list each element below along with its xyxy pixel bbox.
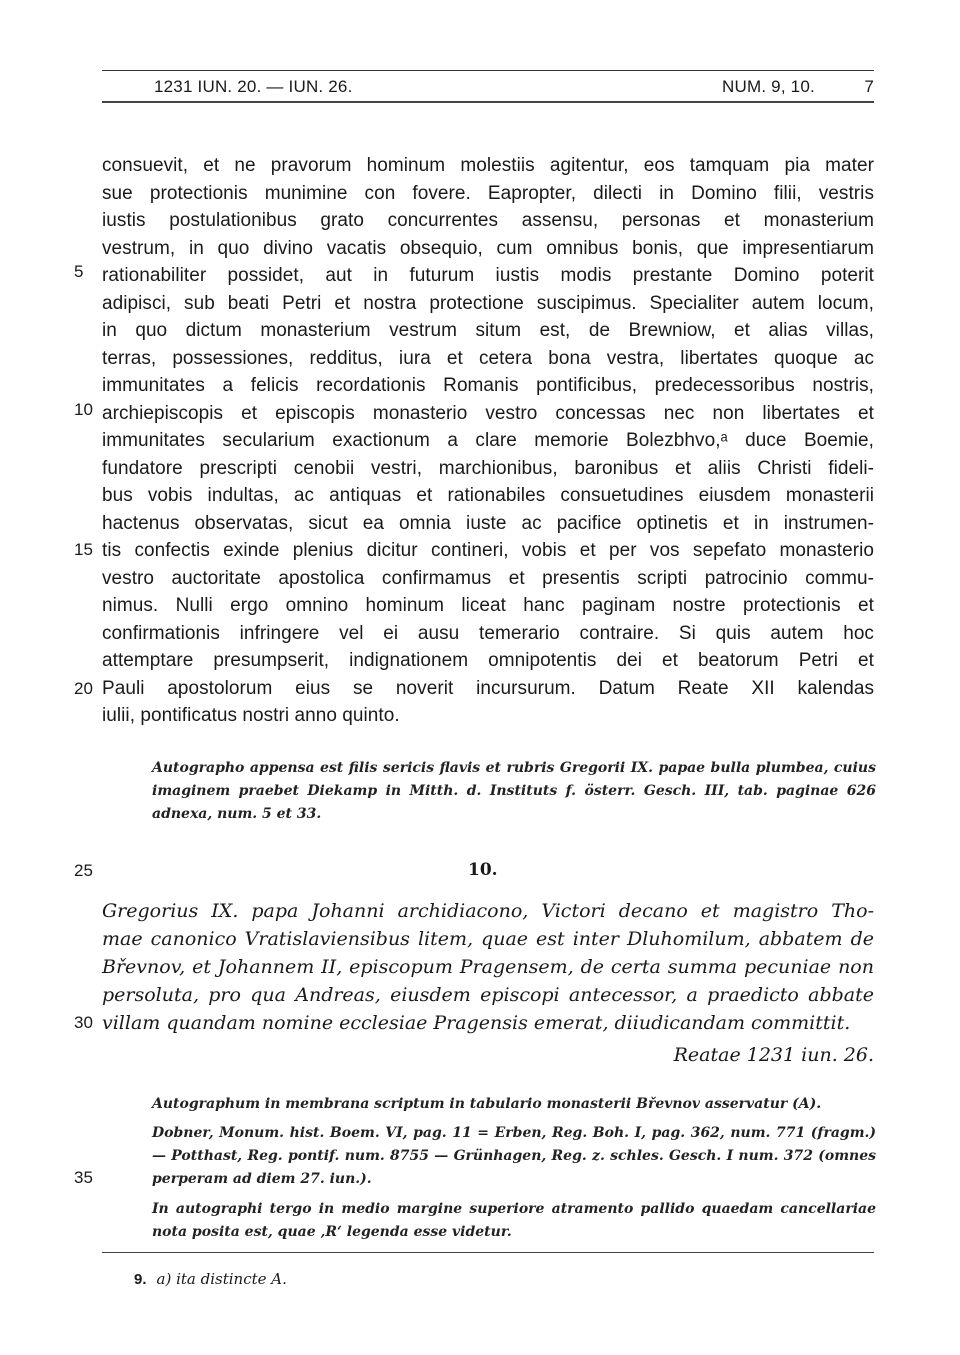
body-line: nimus. Nulli ergo omnino hominum liceat hanc paginam nostre protectionis et	[102, 595, 874, 616]
source-note: Autographum in membrana scriptum in tabulario monasterii Břevnov asservatur (A).	[152, 1096, 822, 1112]
regest-date: Reatae 1231 iun. 26.	[673, 1044, 874, 1066]
body-line: immunitates secularium exactionum a clare memorie Bolezbhvo,ᵃ duce Boemie,	[102, 430, 874, 451]
line-number: 20	[74, 679, 93, 698]
line-number: 15	[74, 540, 93, 559]
line-number: 5	[74, 262, 84, 281]
body-line: in quo dictum monasterium vestrum situm est, de Brewniow, et alias villas,	[102, 320, 874, 341]
body-line: immunitates a felicis recordationis Romanis pontificibus, predecessoribus nostris,	[102, 375, 874, 396]
header-rule-bottom	[102, 101, 874, 103]
edition-note: Dobner, Monum. hist. Boem. VI, pag. 11 = Erben, Reg. Boh. I, pag. 362, num. 771 (fragm.) — Potthast, Reg. pontif. num. 8755 — Grünhagen, Reg. z. schles. Gesch. I num. 372 (omnes perperam ad diem 27. iun.).	[152, 1125, 876, 1187]
body-line: vestrum, in quo divino vacatis obsequio, cum omnibus bonis, que impresentiarum	[102, 237, 874, 259]
regest-line: persoluta, pro qua Andreas, eiusdem episcopi antecessor, a praedicto abbate	[102, 984, 874, 1006]
footnote	[134, 1270, 287, 1288]
body-line: archiepiscopis et episcopis monasterio vestro concessas nec non libertates et	[102, 402, 874, 424]
dorsal-note: In autographi tergo in medio margine superiore atramento pallido quaedam cancellariae nota posita est, quae ‚R‘ legenda esse videtur.	[152, 1201, 876, 1240]
seal-note: Autographo appensa est filis sericis flavis et rubris Gregorii IX. papae bulla plumbea, cuius imaginem praebet Diekamp in Mitth. d. Instituts f. österr. Gesch. III, tab. paginae 626 adnexa, num. 5 et 33.	[152, 760, 876, 822]
footnote-text: a) ita distincte A.	[156, 1270, 287, 1288]
body-line: iulii, pontificatus nostri anno quinto.	[102, 705, 400, 726]
page-number: 7	[864, 77, 874, 96]
header-date-range: 1231 IUN. 20. — IUN. 26.	[154, 77, 353, 96]
body-line: iustis postulationibus grato concurrentes assensu, personas et monasterium	[102, 210, 874, 231]
regest-line: Gregorius IX. papa Johanni archidiacono, Victori decano et magistro Tho-	[102, 900, 874, 922]
regest-line: villam quandam nomine ecclesiae Pragensis emerat, diiudicandam committit.	[102, 1012, 851, 1034]
body-line: vestro auctoritate apostolica confirmamus et presentis scripti patrocinio commu-	[102, 567, 874, 589]
body-line: confirmationis infringere vel ei ausu temerario contraire. Si quis autem hoc	[102, 622, 874, 644]
body-line: bus vobis indultas, ac antiquas et rationabiles consuetudines eiusdem monasterii	[102, 485, 874, 506]
document-body	[102, 152, 874, 730]
footnote-number: 9.	[134, 1271, 147, 1288]
body-line: fundatore prescripti cenobii vestri, marchionibus, baronibus et aliis Christi fideli-	[102, 457, 874, 479]
body-line: adipisci, sub beati Petri et nostra protectione suscipimus. Specialiter autem locum,	[102, 292, 874, 314]
body-line: sue protectionis munimine con fovere. Eapropter, dilecti in Domino filii, vestris	[102, 182, 874, 204]
running-header	[102, 60, 874, 100]
body-line: tis confectis exinde plenius dicitur contineri, vobis et per vos sepefato monasterio	[102, 540, 874, 561]
line-number: 25	[74, 861, 93, 880]
line-number: 30	[74, 1013, 93, 1032]
header-rule-top	[102, 70, 874, 71]
line-number: 10	[74, 400, 93, 419]
header-doc-numbers: NUM. 9, 10.	[722, 77, 815, 96]
document-number: 10.	[468, 860, 498, 880]
body-line: rationabiliter possidet, aut in futurum iustis modis prestante Domino poterit	[102, 265, 874, 286]
regest	[102, 897, 874, 1071]
footnote-rule	[102, 1252, 874, 1253]
body-line: consuevit, et ne pravorum hominum molestiis agitentur, eos tamquam pia mater	[102, 155, 874, 176]
body-line: terras, possessiones, redditus, iura et cetera bona vestra, libertates quoque ac	[102, 347, 874, 369]
body-line: hactenus observatas, sicut ea omnia iuste ac pacifice optinetis et in instrumen-	[102, 512, 874, 534]
body-line: Pauli apostolorum eius se noverit incursurum. Datum Reate XII kalendas	[102, 677, 874, 699]
regest-line: Břevnov, et Johannem II, episcopum Pragensem, de certa summa pecuniae non	[102, 956, 874, 978]
line-number: 35	[74, 1168, 93, 1187]
body-line: attemptare presumpserit, indignationem omnipotentis dei et beatorum Petri et	[102, 650, 874, 671]
regest-line: mae canonico Vratislaviensibus litem, quae est inter Dluhomilum, abbatem de	[102, 928, 874, 950]
